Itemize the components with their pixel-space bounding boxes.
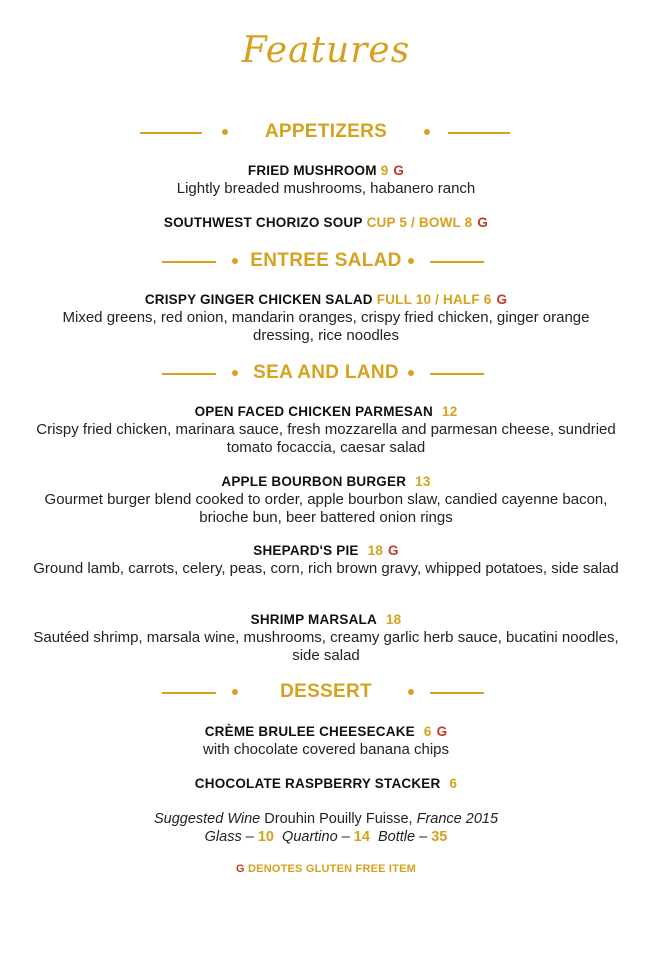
menu-item-chicken-parmesan <box>0 403 652 457</box>
divider-right <box>430 261 484 263</box>
gluten-free-note-text: DENOTES GLUTEN FREE ITEM <box>248 863 416 875</box>
item-description: Lightly breaded mushrooms, habanero ranch <box>176 180 476 197</box>
item-price: 12 <box>442 404 458 419</box>
gluten-free-symbol: G <box>235 863 245 875</box>
wine-bottle-price: 35 <box>431 829 448 845</box>
divider-dot <box>408 258 414 264</box>
wine-origin: France 2015 <box>416 811 499 827</box>
divider-right <box>448 132 510 134</box>
wine-glass-label: Glass – <box>204 829 254 845</box>
wine-glass-price: 10 <box>257 829 274 845</box>
divider-right <box>430 373 484 375</box>
item-description: with chocolate covered banana chips <box>203 741 449 758</box>
section-header-entree-salad <box>0 250 652 274</box>
menu-title: Features <box>241 30 411 71</box>
section-header-sea-and-land <box>0 362 652 386</box>
item-name: OPEN FACED CHICKEN PARMESAN <box>194 404 433 419</box>
section-title: ENTREE SALAD <box>250 250 402 271</box>
section-header-appetizers <box>0 121 652 145</box>
wine-quartino-label: Quartino – <box>282 829 350 845</box>
item-name: FRIED MUSHROOM <box>247 163 377 178</box>
item-description: Mixed greens, red onion, mandarin oranges, crispy fried chicken, ginger orange dressing, rice noodles <box>62 309 590 344</box>
item-name: CHOCOLATE RASPBERRY STACKER <box>194 776 441 791</box>
section-header-dessert <box>0 681 652 705</box>
item-description: Gourmet burger blend cooked to order, apple bourbon slaw, candied cayenne bacon, brioche bun, beer battered onion rings <box>44 491 608 526</box>
menu-item-fried-mushroom <box>0 162 652 198</box>
item-price: 18 <box>385 612 402 627</box>
item-name: SOUTHWEST CHORIZO SOUP <box>163 215 363 230</box>
menu-item-ginger-salad <box>0 291 652 345</box>
gluten-free-note <box>0 863 652 875</box>
divider-right <box>430 692 484 694</box>
menu-item-shrimp-marsala <box>0 611 652 665</box>
wine-name-line <box>0 810 652 828</box>
gluten-free-badge: G <box>436 724 448 739</box>
item-name: SHRIMP MARSALA <box>250 612 377 627</box>
item-name: CRISPY GINGER CHICKEN SALAD <box>144 292 373 307</box>
item-name: CRÈME BRULEE CHEESECAKE <box>204 724 415 739</box>
wine-prices <box>0 828 652 846</box>
menu-item-bourbon-burger <box>0 473 652 527</box>
divider-dot <box>408 370 414 376</box>
item-price: 6 <box>449 776 458 791</box>
divider-dot <box>408 689 414 695</box>
wine-suggestion <box>0 810 652 846</box>
menu-item-raspberry-stacker <box>0 775 652 793</box>
item-description: Crispy fried chicken, marinara sauce, fresh mozzarella and parmesan cheese, sundried tomato focaccia, caesar salad <box>36 421 616 456</box>
item-price: 13 <box>415 474 431 489</box>
item-name: SHEPARD'S PIE <box>253 543 359 558</box>
item-name: APPLE BOURBON BURGER <box>221 474 407 489</box>
item-price: 18 <box>367 543 384 558</box>
item-description: Sautéed shrimp, marsala wine, mushrooms, creamy garlic herb sauce, bucatini noodles, side salad <box>33 629 619 664</box>
gluten-free-badge: G <box>496 292 508 307</box>
section-title: SEA AND LAND <box>253 362 399 383</box>
item-description: Ground lamb, carrots, celery, peas, corn, rich brown gravy, whipped potatoes, side salad <box>33 560 619 577</box>
wine-suggested-label: Suggested Wine <box>153 811 261 827</box>
menu-item-creme-brulee <box>0 723 652 759</box>
section-title: APPETIZERS <box>264 121 388 142</box>
wine-quartino-price: 14 <box>353 829 370 845</box>
wine-bottle-label: Bottle – <box>378 829 428 845</box>
item-price: 9 <box>380 163 389 178</box>
gluten-free-badge: G <box>477 215 489 230</box>
menu-item-chorizo-soup <box>0 214 652 232</box>
item-price: CUP 5 / BOWL 8 <box>366 215 473 230</box>
menu-item-shepards-pie <box>0 542 652 578</box>
item-price: 6 <box>423 724 432 739</box>
gluten-free-badge: G <box>393 163 405 178</box>
gluten-free-badge: G <box>388 543 399 558</box>
item-price: FULL 10 / HALF 6 <box>376 292 492 307</box>
wine-name: Drouhin Pouilly Fuisse, <box>264 811 413 827</box>
divider-dot <box>424 129 430 135</box>
section-title: DESSERT <box>280 681 372 702</box>
